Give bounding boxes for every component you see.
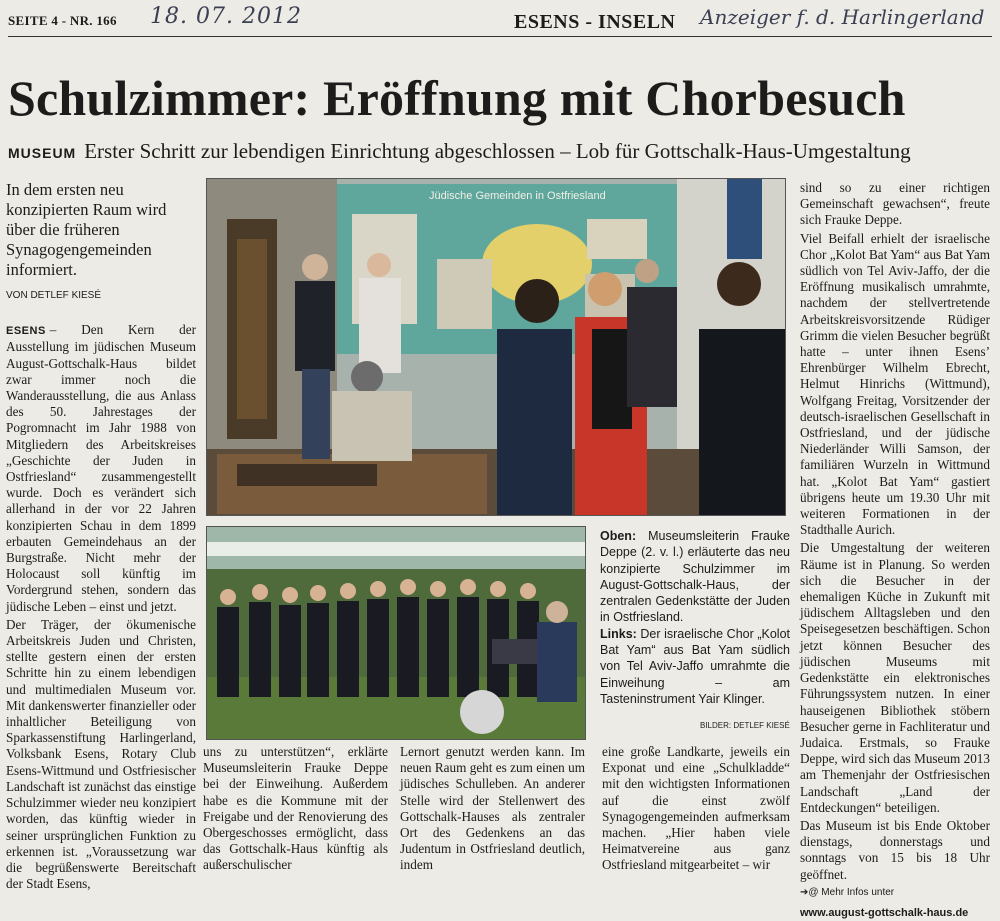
paragraph: Das Museum ist bis Ende Oktober dienstags, donnerstags und sonntags von 15 bis 18 Uhr geöffnet. bbox=[800, 817, 990, 882]
article-column-5 bbox=[800, 180, 990, 921]
header-divider bbox=[8, 36, 992, 37]
handwritten-date: 18. 07. 2012 bbox=[150, 4, 302, 29]
handwritten-source-note: Anzeiger f. d. Harlingerland bbox=[700, 5, 985, 29]
paragraph bbox=[6, 322, 196, 615]
museum-website-link[interactable]: www.august-gottschalk-haus.de bbox=[800, 906, 969, 919]
kicker: MUSEUM bbox=[8, 145, 77, 161]
subheadline-text: Erster Schritt zur lebendigen Einrichtung abgeschlossen – Lob für Gottschalk-Haus-Umgestaltung bbox=[84, 139, 911, 163]
caption-top-label: Oben: bbox=[600, 529, 637, 543]
more-info-label: ➔@ Mehr Infos unter bbox=[800, 886, 895, 898]
dateline: ESENS bbox=[6, 325, 46, 338]
article-column-3 bbox=[400, 744, 585, 876]
paragraph-text: – Den Kern der Ausstellung im jüdischen Museum August-Gottschalk-Haus bildet zwar immer noch die Wanderausstellung, die aus Anlass des 50. Jahrestages der Pogromnacht im Jahr 1988 von Mitgliedern des Arbeitskreises „Geschichte der Juden in Ostfriesland“ zusammengestellt wurde. Doch es verändert sich allerhand in der vor 22 Jahren konzipierten Schau in dem 1899 erbauten Gemeindehaus an der Burgstraße. Nicht mehr der Holocaust soll künftig im Vordergrund stehen, sondern das jüdische Leben – einst und jetzt. bbox=[6, 322, 196, 614]
photo-caption bbox=[600, 528, 790, 707]
photo-museum-schoolroom-image bbox=[207, 179, 785, 515]
paragraph: eine große Landkarte, jeweils ein Exponat und eine „Schulkladde“ mit den wichtigsten Informationen auf die einst zwölf Synagogengemeinden aufmerksam machen. „Hier haben viele Heimatvereine aus ganz Ostfriesland mitgearbeitet – wir bbox=[602, 744, 790, 873]
photo-choir-performance bbox=[206, 526, 586, 740]
headline: Schulzimmer: Eröffnung mit Chorbesuch bbox=[8, 70, 906, 126]
photo-credit: BILDER: DETLEF KIESÉ bbox=[700, 721, 790, 730]
paragraph: Der Träger, der ökumenische Arbeitskreis Juden und Christen, stellte gestern einen der ersten Schritte hin zu einem lebendigen und multimedialen Museum vor. Mit dankenswerter finanzieller oder inhaltlicher Beteiligung von Sparkassenstiftung Harlingerland, Volksbank Esens, Rotary Club Esens-Wittmund und Ostfriesischer Landschaft ist zunächst das einstige Schulzimmer wieder neu konzipiert worden, das künftig wieder in seiner ursprünglichen Funktion zu erkennen ist. „Voraussetzung war die begrüßenswerte Bereitschaft der Stadt Esens, bbox=[6, 616, 196, 892]
photo-choir-performance-image bbox=[207, 527, 585, 739]
article-column-4 bbox=[602, 744, 790, 876]
subheadline bbox=[8, 137, 992, 167]
caption-top-text: Museumsleiterin Frauke Deppe (2. v. l.) erläuterte das neu konzipierte Schulzimmer im August-Gottschalk-Haus, der zentralen Gedenkstätte der Juden in Ostfriesland. bbox=[600, 529, 790, 625]
byline: VON DETLEF KIESÉ bbox=[6, 290, 102, 301]
caption-bottom-label: Links: bbox=[600, 626, 637, 641]
paragraph: Die Umgestaltung der weiteren Räume ist in Planung. So werden sich die Besucher in der ehemaligen Küche in Zukunft mit jüdischem Alltagsleben und den Speisegesetzen beschäftigen. Schon jetzt können Besucher des jüdischen Museums mit Gedenkstätte ein elektronisches Führungssystem nutzen. In einer hauseigenen Bibliothek stöbern Besucher gerne in Fachliteratur und Judaica. Erstmals, so Frauke Deppe, wird sich das Museum 2013 am Themenjahr der Ostfriesischen Landschaft „Land der Entdeckungen“ beteiligen. bbox=[800, 540, 990, 815]
caption-bottom-text: Der israelische Chor „Kolot Bat Yam“ aus Bat Yam südlich von Tel Aviv-Jaffo umrahmte die Einweihung – am Tasteninstrument Yair Klinger. bbox=[600, 626, 790, 706]
paragraph: uns zu unterstützen“, erklärte Museumsleiterin Frauke Deppe bei der Einweihung. Außerdem habe es die Kommune mit der Freigabe und der Renovierung des Obergeschosses ermöglicht, dass das Gottschalk-Haus künftig als außerschulischer bbox=[203, 744, 388, 873]
paragraph: sind so zu einer richtigen Gemeinschaft gewachsen“, freute sich Frauke Deppe. bbox=[800, 180, 990, 228]
article-column-2 bbox=[203, 744, 388, 876]
map-panel-title: Jüdische Gemeinden in Ostfriesland bbox=[429, 190, 606, 202]
page-number: SEITE 4 - NR. 166 bbox=[8, 13, 117, 28]
photo-museum-schoolroom bbox=[206, 178, 786, 516]
paragraph: Lernort genutzt werden kann. Im neuen Raum geht es zum einen um jüdisches Schulleben. An anderer Stelle wird der Stellenwert des Gottschalk-Hauses als zentraler Ort des Gedenkens an das Judentum in Ostfriesland deutlich, indem bbox=[400, 744, 585, 873]
paragraph: Viel Beifall erhielt der israelische Chor „Kolot Bat Yam“ aus Bat Yam südlich von Tel Aviv-Jaffo, der die Eröffnung musikalisch umrahmte, nachdem der stellvertretende Arbeitskreisvorsitzende Rüdiger Grimm die vielen Besucher begrüßt hatte – unter ihnen Esens’ Ehrenbürger Wilhelm Ebrecht, Helmut Hinrichs (Wittmund), Wolfgang Freitag, Vorsitzender der deutsch-israelischen Gesellschaft in Ostfriesland, und der jüdische Niederländer Willi Samson, der familiären Wurzeln in Wittmund hat. „Kolot Bat Yam“ gastiert übrigens heute um 19.30 Uhr mit weiteren Formationen in der Stadthalle Aurich. bbox=[800, 230, 990, 538]
teaser: In dem ersten neu konzipierten Raum wird über die früheren Synagogengemeinden informiert. bbox=[6, 180, 167, 279]
article-column-1 bbox=[6, 180, 196, 894]
section-title: ESENS - INSELN bbox=[514, 11, 676, 33]
